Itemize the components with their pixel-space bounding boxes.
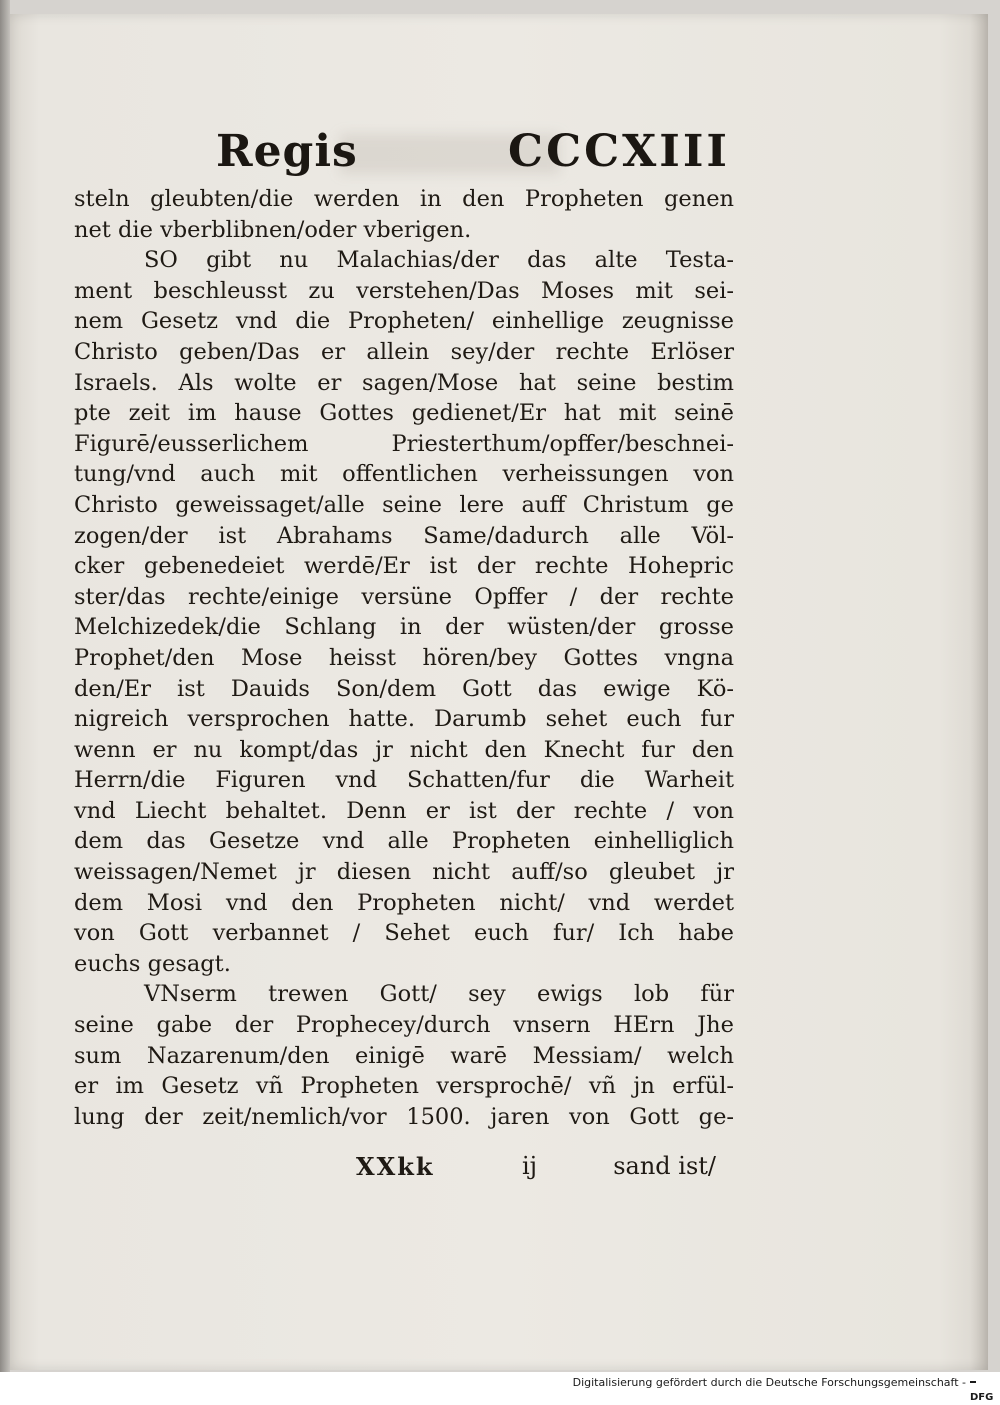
- text-line: Figurē/eusserlichem Priesterthum/opffer/beschnei-: [74, 430, 734, 457]
- text-line: Melchizedek/die Schlang in der wüsten/der grosse: [74, 614, 734, 641]
- text-line: er im Gesetz vñ Propheten versprochē/ vñ jn erfül-: [74, 1073, 734, 1100]
- text-line: SO gibt nu Malachias/der das alte Testa-: [144, 247, 734, 274]
- catchword: sand ist/: [613, 1152, 716, 1180]
- running-head: Regis: [216, 126, 358, 177]
- body-text: [74, 184, 734, 1132]
- text-line: euchs gesagt.: [74, 950, 231, 977]
- text-line: dem Mosi vnd den Propheten nicht/ vnd werdet: [74, 889, 734, 916]
- text-line: ment beschleusst zu verstehen/Das Moses mit sei-: [74, 277, 734, 304]
- text-line: pte zeit im hause Gottes gedienet/Er hat mit seinē: [74, 400, 734, 427]
- text-line: wenn er nu kompt/das jr nicht den Knecht fur den: [74, 736, 734, 763]
- text-line: nigreich versprochen hatte. Darumb sehet euch fur: [74, 706, 734, 733]
- footer-bar: [0, 1372, 1000, 1403]
- signature-line: [356, 1152, 716, 1186]
- folio-number: CCCXIII: [508, 126, 730, 177]
- page-header: [200, 126, 730, 186]
- text-line: Herrn/die Figuren vnd Schatten/fur die Warheit: [74, 767, 734, 794]
- text-line: weissagen/Nemet jr diesen nicht auff/so gleubet jr: [74, 859, 734, 886]
- text-line: Prophet/den Mose heisst hören/bey Gottes vngna: [74, 644, 734, 671]
- text-line: VNserm trewen Gott/ sey ewigs lob für: [144, 981, 734, 1008]
- text-line: Christo geweissaget/alle seine lere auff Christum ge: [74, 491, 734, 518]
- text-line: net die vberblibnen/oder vberigen.: [74, 216, 472, 243]
- text-line: sum Nazarenum/den einigē warē Messiam/ welch: [74, 1042, 734, 1069]
- text-line: den/Er ist Dauids Son/dem Gott das ewige Kö-: [74, 675, 734, 702]
- signature-number: ij: [522, 1152, 538, 1180]
- text-line: lung der zeit/nemlich/vor 1500. jaren von Gott ge-: [74, 1103, 734, 1130]
- funding-credit: Digitalisierung gefördert durch die Deutsche Forschungsgemeinschaft -: [572, 1376, 966, 1389]
- text-line: von Gott verbannet / Sehet euch fur/ Ich habe: [74, 920, 734, 947]
- dfg-logo-text: DFG: [970, 1392, 994, 1403]
- text-line: zogen/der ist Abrahams Same/dadurch alle Völ-: [74, 522, 734, 549]
- text-line: seine gabe der Prophecey/durch vnsern HErn Jhe: [74, 1012, 734, 1039]
- text-line: cker gebenedeiet werdē/Er ist der rechte Hohepric: [74, 553, 734, 580]
- text-line: Christo geben/Das er allein sey/der rechte Erlöser: [74, 338, 734, 365]
- text-line: tung/vnd auch mit offentlichen verheissungen von: [74, 461, 734, 488]
- text-line: Israels. Als wolte er sagen/Mose hat seine bestim: [74, 369, 734, 396]
- text-line: nem Gesetz vnd die Propheten/ einhellige zeugnisse: [74, 308, 734, 335]
- dfg-logo-icon: [970, 1375, 994, 1403]
- text-line: ster/das rechte/einige versüne Opffer / der rechte: [74, 583, 734, 610]
- signature-mark: XXkk: [356, 1152, 435, 1181]
- text-line: dem das Gesetze vnd alle Propheten einhelliglich: [74, 828, 734, 855]
- text-line: steln gleubten/die werden in den Propheten genen: [74, 186, 734, 212]
- binding-gutter: [0, 0, 10, 1372]
- book-page: [10, 14, 988, 1370]
- text-line: vnd Liecht behaltet. Denn er ist der rechte / von: [74, 797, 734, 824]
